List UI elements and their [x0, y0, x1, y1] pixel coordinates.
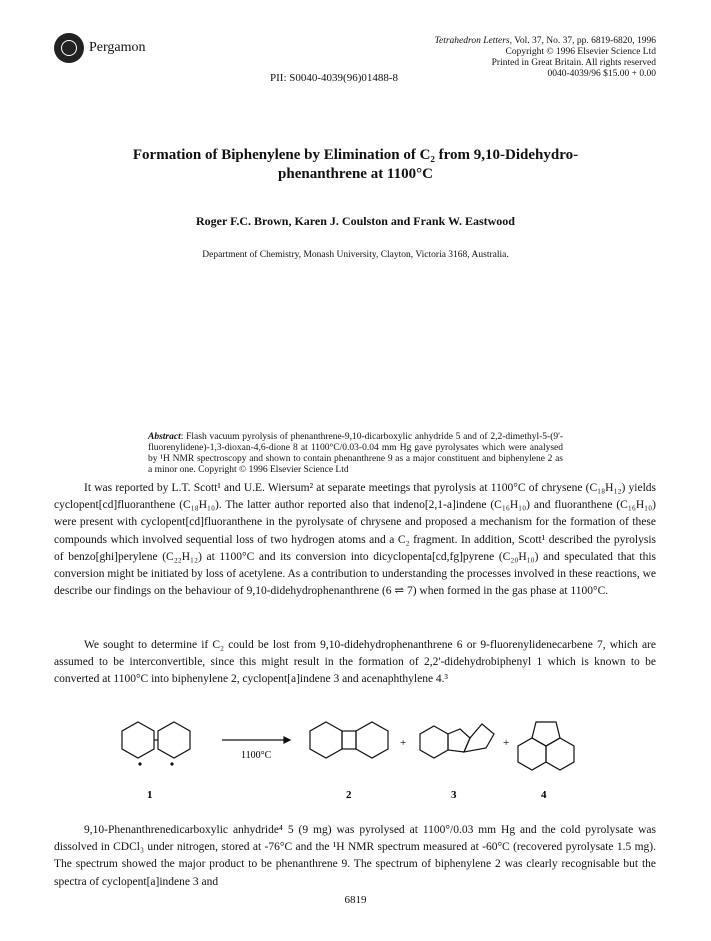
printed-line: Printed in Great Britain. All rights reserved [491, 58, 656, 68]
journal-name: Tetrahedron Letters [434, 36, 510, 46]
compound-2-ring-right [356, 722, 388, 758]
journal-citation: , Vol. 37, No. 37, pp. 6819-6820, 1996 [509, 36, 656, 46]
compound-1-ring-right [158, 722, 190, 758]
compound-3-five-ring-b [464, 724, 494, 752]
compound-4-five-ring [532, 722, 560, 746]
publisher-name: Pergamon [89, 40, 146, 55]
plus-sign-1: + [400, 737, 407, 749]
journal-meta [435, 36, 656, 80]
title-line-1: Formation of Biphenylene by Elimination of C₂ from 9,10-Didehydro- [132, 147, 579, 163]
page-number: 6819 [344, 894, 367, 906]
affiliation: Department of Chemistry, Monash University, Clayton, Victoria 3168, Australia. [202, 250, 509, 260]
authors: Roger F.C. Brown, Karen J. Coulston and Frank W. Eastwood [196, 214, 515, 228]
paragraph-1: It was reported by L.T. Scott¹ and U.E. Wiersum² at separate meetings that pyrolysis at 1100°C of chrysene (C₁₈H₁₂) yields cyclopent[cd]fluoranthene (C₁₈H₁₀). The latter author reported also that indeno[2,1-a]indene (C₁₆H₁₀) and fluoranthene (C₁₆H₁₀) were present with cyclopent[cd]fluoranthene in the pyrolysate of chrysene and proposed a mechanism for the formation of these compounds which involved sequential loss of two hydrogen atoms and a C₂ fragment. In addition, Scott¹ described the pyrolysis of benzo[ghi]perylene (C₂₂H₁₂) at 1100°C and its conversion into dicyclopenta[cd,fg]pyrene (C₂₀H₁₀) and speculated that this conversion might be initiated by loss of acetylene. As a contribution to understanding the processes involved in these reactions, we describe our findings on the behaviour of 9,10-didehydrophenanthrene (6 ⇌ 7) when formed in the gas phase at 1100°C. [54, 482, 657, 598]
paper-title [60, 146, 651, 184]
abstract [148, 432, 563, 476]
arrow-head [284, 737, 290, 743]
abstract-text: : Flash vacuum pyrolysis of phenanthrene-9,10-dicarboxylic anhydride 5 and of 2,2-dimethyl-5-(9'-fluorenylidene)-1,3-dioxan-4,6-dione 8 at 1100°C/0.03-0.04 mm Hg gave pyrolysates which were analysed by ¹H NMR spectroscopy and shown to contain phenanthrene 9 as a major constituent and biphenylene 2 as a minor one. Copyright © 1996 Elsevier Science Ltd [148, 432, 563, 475]
title-line-2: phenanthrene at 1100°C [278, 166, 433, 182]
paragraph-2: We sought to determine if C₂ could be lost from 9,10-didehydrophenanthrene 6 or 9-fluorenylidenecarbene 7, which are assumed to be interconvertible, since this might result in the formation of 2,2'-didehydrobiphenyl 1 which is known to be converted at 1100°C into biphenylene 2, cyclopent[a]indene 3 and acenaphthylene 4.³ [54, 639, 656, 686]
radical-dot-1 [138, 762, 141, 765]
scheme-condition: 1100°C [241, 750, 272, 761]
reaction-scheme [98, 716, 618, 808]
publisher-logo [54, 33, 84, 63]
abstract-label: Abstract [148, 432, 181, 442]
price-line: 0040-4039/96 $15.00 + 0.00 [547, 69, 656, 79]
plus-sign-2: + [503, 737, 510, 749]
pii: PII: S0040-4039(96)01488-8 [270, 72, 399, 84]
compound-label-4: 4 [541, 789, 547, 801]
compound-4-ring-right [546, 738, 574, 770]
copyright-line: Copyright © 1996 Elsevier Science Ltd [505, 47, 656, 57]
radical-dot-2 [170, 762, 173, 765]
compound-3-benzene [420, 726, 448, 758]
compound-2-ring-left [310, 722, 342, 758]
compound-3-five-ring-a [448, 729, 470, 752]
compound-label-3: 3 [451, 789, 457, 801]
scheme-drawing [98, 716, 618, 808]
compound-label-2: 2 [346, 789, 352, 801]
compound-2-cyclobutane [342, 731, 356, 749]
compound-4-ring-left [518, 738, 546, 770]
compound-1-ring-left [122, 722, 154, 758]
compound-label-1: 1 [147, 789, 153, 801]
paragraph-3: 9,10-Phenanthrenedicarboxylic anhydride⁴ 5 (9 mg) was pyrolysed at 1100°/0.03 mm Hg and the cold pyrolysate was dissolved in CDCl₃ under nitrogen, stored at -76°C and the ¹H NMR spectrum measured at -60°C (recovered pyrolysate 1.5 mg). The spectrum showed the major product to be phenanthrene 9. The spectrum of biphenylene 2 was clearly recognisable but the spectra of cyclopent[a]indene 3 and [54, 824, 656, 888]
